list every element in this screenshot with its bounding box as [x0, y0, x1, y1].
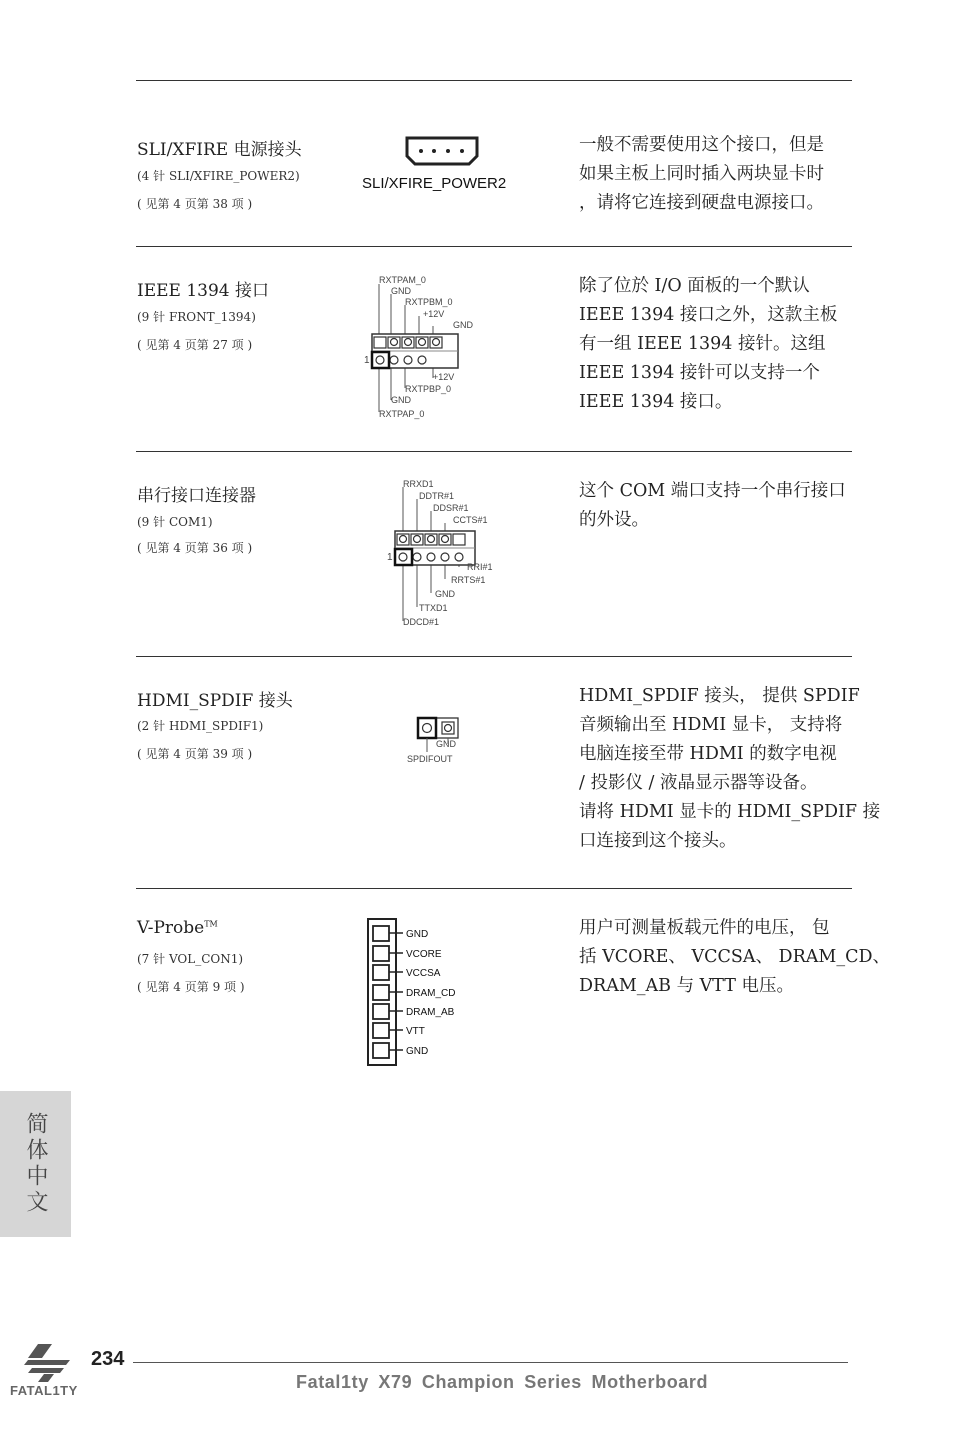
footer-title: Fatal1ty X79 Champion Series Motherboard — [296, 1372, 709, 1392]
description-line: 有一组 IEEE 1394 接针。这组 — [579, 334, 826, 354]
section-title: HDMI_SPDIF 接头 — [137, 691, 293, 711]
section-divider — [136, 888, 852, 889]
pin-label: GND — [435, 589, 455, 599]
description-line: 一般不需要使用这个接口，但是 — [579, 135, 824, 155]
top-rule — [136, 80, 852, 81]
pin-label: RXTPAM_0 — [379, 275, 426, 285]
section-description — [579, 272, 854, 417]
description-line: 电脑连接至带 HDMI 的数字电视 — [579, 744, 837, 764]
page-reference: ( 见第 4 页第 38 项 ) — [137, 197, 253, 211]
footer-rule — [133, 1362, 848, 1363]
pin-label: GND — [406, 929, 429, 940]
pin-label: DDCD#1 — [403, 617, 440, 627]
description-line: 括 VCORE、 VCCSA、 DRAM_CD、 — [579, 947, 890, 967]
description-line: DRAM_AB 与 VTT 电压。 — [579, 976, 795, 996]
description-line: 这个 COM 端口支持一个串行接口 — [579, 481, 846, 501]
description-line: IEEE 1394 接口之外，这款主板 — [579, 305, 838, 325]
title-text: V-Probe — [137, 918, 205, 938]
description-line: ，请将它连接到硬盘电源接口。 — [579, 193, 824, 213]
description-line: 的外设。 — [579, 510, 649, 530]
v-probe-header-diagram — [362, 915, 472, 1070]
pin-count: (9 针 COM1) — [137, 515, 213, 529]
section-divider — [136, 246, 852, 247]
page-reference: ( 见第 4 页第 39 项 ) — [137, 747, 253, 761]
pin-label: RRTS#1 — [451, 575, 486, 585]
pin-label: DDSR#1 — [433, 503, 469, 513]
pin-label: RXTPBM_0 — [405, 297, 453, 307]
description-line: IEEE 1394 接口。 — [579, 392, 733, 412]
sli-xfire-power-connector-diagram — [355, 130, 535, 196]
description-line: 口连接到这个接头。 — [579, 831, 737, 851]
pin-label: VCCSA — [406, 968, 441, 979]
pin-label: DRAM_CD — [406, 988, 456, 999]
pin-label: DDTR#1 — [419, 491, 455, 501]
pin-count: (4 针 SLI/XFIRE_POWER2) — [137, 169, 300, 183]
description-line: 如果主板上同时插入两块显卡时 — [579, 164, 824, 184]
pin1-label: 1 — [364, 355, 370, 366]
section-title: IEEE 1394 接口 — [137, 281, 270, 301]
pin-label: GND — [453, 320, 473, 330]
language-side-tab — [0, 1091, 71, 1237]
pin-label: VCORE — [406, 949, 442, 960]
section-divider — [136, 451, 852, 452]
pin-count: (2 针 HDMI_SPDIF1) — [137, 719, 264, 733]
description-line: 用户可测量板载元件的电压， 包 — [579, 918, 830, 938]
section-title — [137, 918, 218, 938]
pin-label: GND — [436, 739, 456, 749]
page-number: 234 — [91, 1348, 125, 1370]
section-description — [579, 682, 881, 856]
pin-label: SPDIFOUT — [407, 754, 453, 764]
pin-count: (9 针 FRONT_1394) — [137, 310, 256, 324]
section-description — [579, 914, 890, 1001]
pin-label: RRI#1 — [467, 562, 493, 572]
section-description — [579, 477, 854, 535]
description-line: IEEE 1394 接针可以支持一个 — [579, 363, 820, 383]
trademark: TM — [204, 919, 218, 929]
pin-label: GND — [391, 395, 411, 405]
pin-label: RXTPBP_0 — [405, 384, 452, 394]
page-reference: ( 见第 4 页第 9 项 ) — [137, 980, 245, 994]
fatal1ty-logo-icon — [8, 1340, 92, 1402]
pin-label: GND — [391, 286, 411, 296]
logo-wordmark: FATAL1TY — [10, 1383, 78, 1398]
pin-label: GND — [406, 1046, 429, 1057]
section-divider — [136, 656, 852, 657]
pin-label: RXTPAP_0 — [379, 409, 425, 419]
hdmi-spdif-header-diagram — [400, 712, 480, 768]
connector-label: SLI/XFIRE_POWER2 — [362, 175, 507, 192]
pin-label: +12V — [423, 309, 445, 319]
page-reference: ( 见第 4 页第 36 项 ) — [137, 541, 253, 555]
section-title: SLI/XFIRE 电源接头 — [137, 140, 302, 160]
description-line: / 投影仪 / 液晶显示器等设备。 — [579, 773, 818, 793]
pin-label: +12V — [433, 372, 455, 382]
pin-count: (7 针 VOL_CON1) — [137, 952, 244, 966]
language-label: 简体中文 — [23, 1112, 48, 1216]
description-line: 请将 HDMI 显卡的 HDMI_SPDIF 接 — [579, 802, 881, 822]
description-line: 除了位於 I/O 面板的一个默认 — [579, 276, 810, 296]
ieee1394-header-diagram — [360, 272, 490, 424]
section-title: 串行接口连接器 — [137, 486, 256, 506]
section-description — [579, 131, 854, 218]
com-header-diagram — [383, 477, 513, 629]
pin-label: TTXD1 — [419, 603, 448, 613]
pin-label: CCTS#1 — [453, 515, 488, 525]
pin-label: DRAM_AB — [406, 1007, 455, 1018]
pin1-label: 1 — [387, 552, 393, 563]
description-line: 音频输出至 HDMI 显卡， 支持将 — [579, 715, 843, 735]
page-reference: ( 见第 4 页第 27 项 ) — [137, 338, 253, 352]
pin-label: RRXD1 — [403, 479, 434, 489]
description-line: HDMI_SPDIF 接头， 提供 SPDIF — [579, 686, 860, 706]
pin-label: VTT — [406, 1026, 425, 1037]
